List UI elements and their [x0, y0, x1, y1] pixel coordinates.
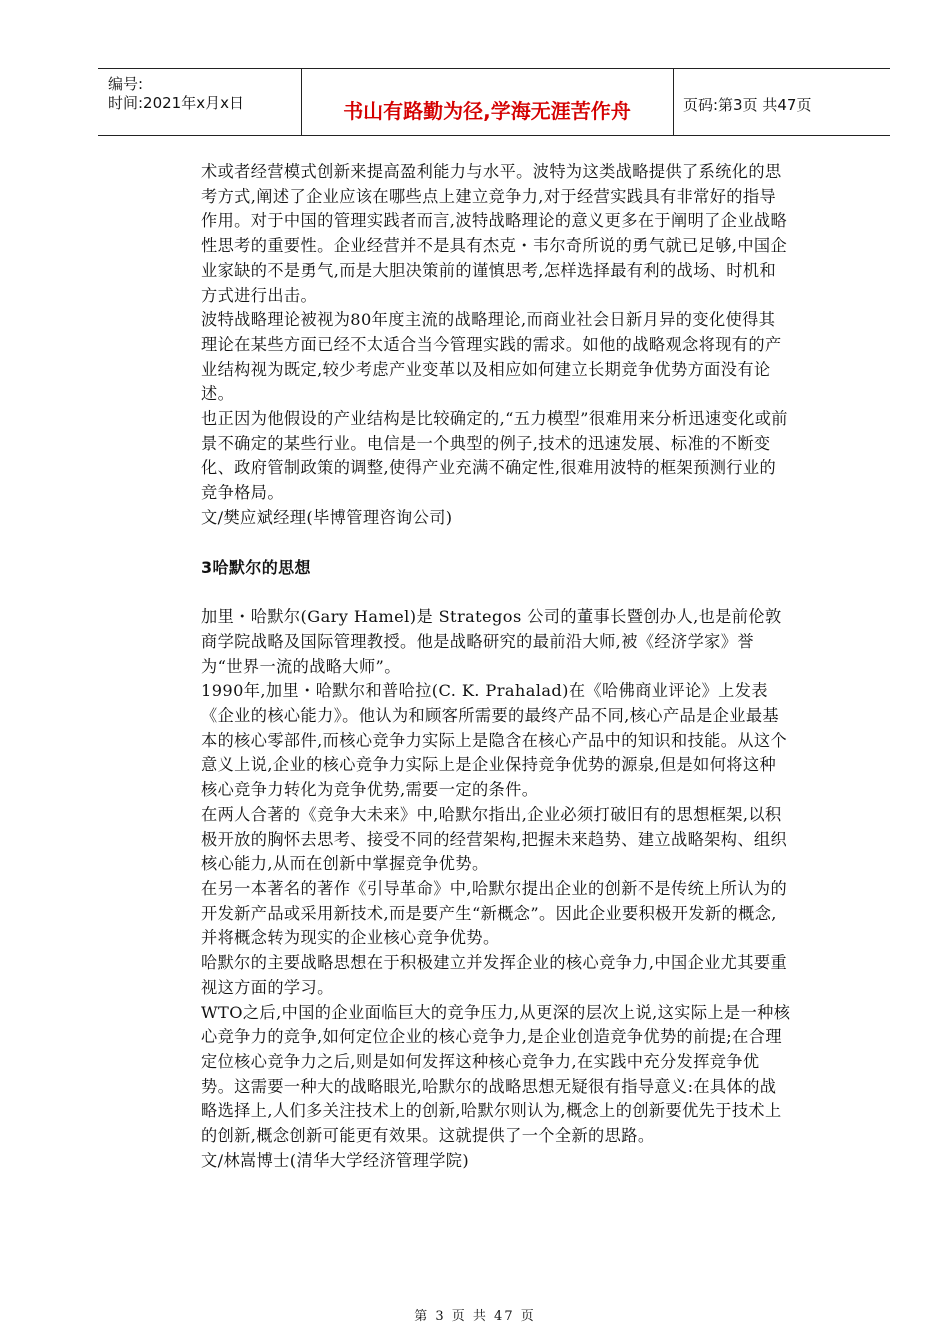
body-paragraph: 在另一本著名的著作《引导革命》中,哈默尔提出企业的创新不是传统上所认为的开发新产品或采用新技术,而是要产生“新概念”。因此企业要积极开发新的概念,并将概念转为现实的企业核心竞争优势。: [201, 878, 788, 948]
page-header: [98, 68, 890, 136]
section-heading: 3哈默尔的思想: [201, 557, 311, 577]
header-meta: [98, 69, 302, 135]
body-paragraph: 哈默尔的主要战略思想在于积极建立并发挥企业的核心竞争力,中国企业尤其要重视这方面的学习。: [201, 953, 788, 997]
header-motto-cell: [301, 69, 674, 135]
body-paragraph: 在两人合著的《竞争大未来》中,哈默尔指出,企业必须打破旧有的思想框架,以积极开放的胸怀去思考、接受不同的经营架构,把握未来趋势、建立战略架构、组织核心能力,从而在创新中掌握竞争优势。: [201, 804, 788, 874]
document-date: 时间:2021年x月x日: [108, 94, 244, 112]
header-motto: 书山有路勤为径,学海无涯苦作舟: [343, 99, 631, 123]
body-paragraph: 波特战略理论被视为80年度主流的战略理论,而商业社会日新月异的变化使得其理论在某些方面已经不太适合当今管理实践的需求。如他的战略观念将现有的产业结构视为既定,较少考虑产业变革以及相应如何建立长期竞争优势方面没有论述。: [201, 310, 782, 404]
body-paragraph: 加里・哈默尔(Gary Hamel)是 Strategos 公司的董事长暨创办人,也是前伦敦商学院战略及国际管理教授。他是战略研究的最前沿大师,被《经济学家》誉为“世界一流的战略大师”。: [201, 607, 782, 676]
author-credit: 文/樊应斌经理(毕博管理咨询公司): [201, 507, 453, 527]
body-paragraph: WTO之后,中国的企业面临巨大的竞争压力,从更深的层次上说,这实际上是一种核心竞争力的竞争,如何定位企业的核心竞争力,是企业创造竞争优势的前提;在合理定位核心竞争力之后,则是如何发挥这种核心竞争力,在实践中充分发挥竞争优势。这需要一种大的战略眼光,哈默尔的战略思想无疑很有指导意义:在具体的战略选择上,人们多关注技术上的创新,哈默尔则认为,概念上的创新要优先于技术上的创新,概念创新可能更有效果。这就提供了一个全新的思路。: [201, 1002, 791, 1146]
document-body: [201, 160, 791, 1173]
document-number-label: 编号:: [108, 75, 144, 93]
body-paragraph: 术或者经营模式创新来提高盈利能力与水平。波特为这类战略提供了系统化的思考方式,阐述了企业应该在哪些点上建立竞争力,对于经营实践具有非常好的指导作用。对于中国的管理实践者而言,波特战略理论的意义更多在于阐明了企业战略性思考的重要性。企业经营并不是具有杰克・韦尔奇所说的勇气就已足够,中国企业家缺的不是勇气,而是大胆决策前的谨慎思考,怎样选择最有利的战场、时机和方式进行出击。: [201, 162, 788, 305]
body-paragraph: 1990年,加里・哈默尔和普哈拉(C. K. Prahalad)在《哈佛商业评论》上发表《企业的核心能力》。他认为和顾客所需要的最终产品不同,核心产品是企业最基本的核心零部件,而核心竞争力实际上是隐含在核心产品中的知识和技能。从这个意义上说,企业的核心竞争力实际上是企业保持竞争优势的源泉,但是如何将这种核心竞争力转化为竞争优势,需要一定的条件。: [201, 681, 788, 800]
header-page-cell: [673, 69, 890, 135]
header-page-code: 页码:第3页 共47页: [683, 96, 812, 114]
body-paragraph: 也正因为他假设的产业结构是比较确定的,“五力模型”很难用来分析迅速变化或前景不确定的某些行业。电信是一个典型的例子,技术的迅速发展、标准的不断变化、政府管制政策的调整,使得产业充满不确定性,很难用波特的框架预测行业的竞争格局。: [201, 409, 788, 503]
author-credit: 文/林嵩博士(清华大学经济管理学院): [201, 1150, 470, 1170]
page-footer: 第 3 页 共 47 页: [414, 1309, 536, 1324]
